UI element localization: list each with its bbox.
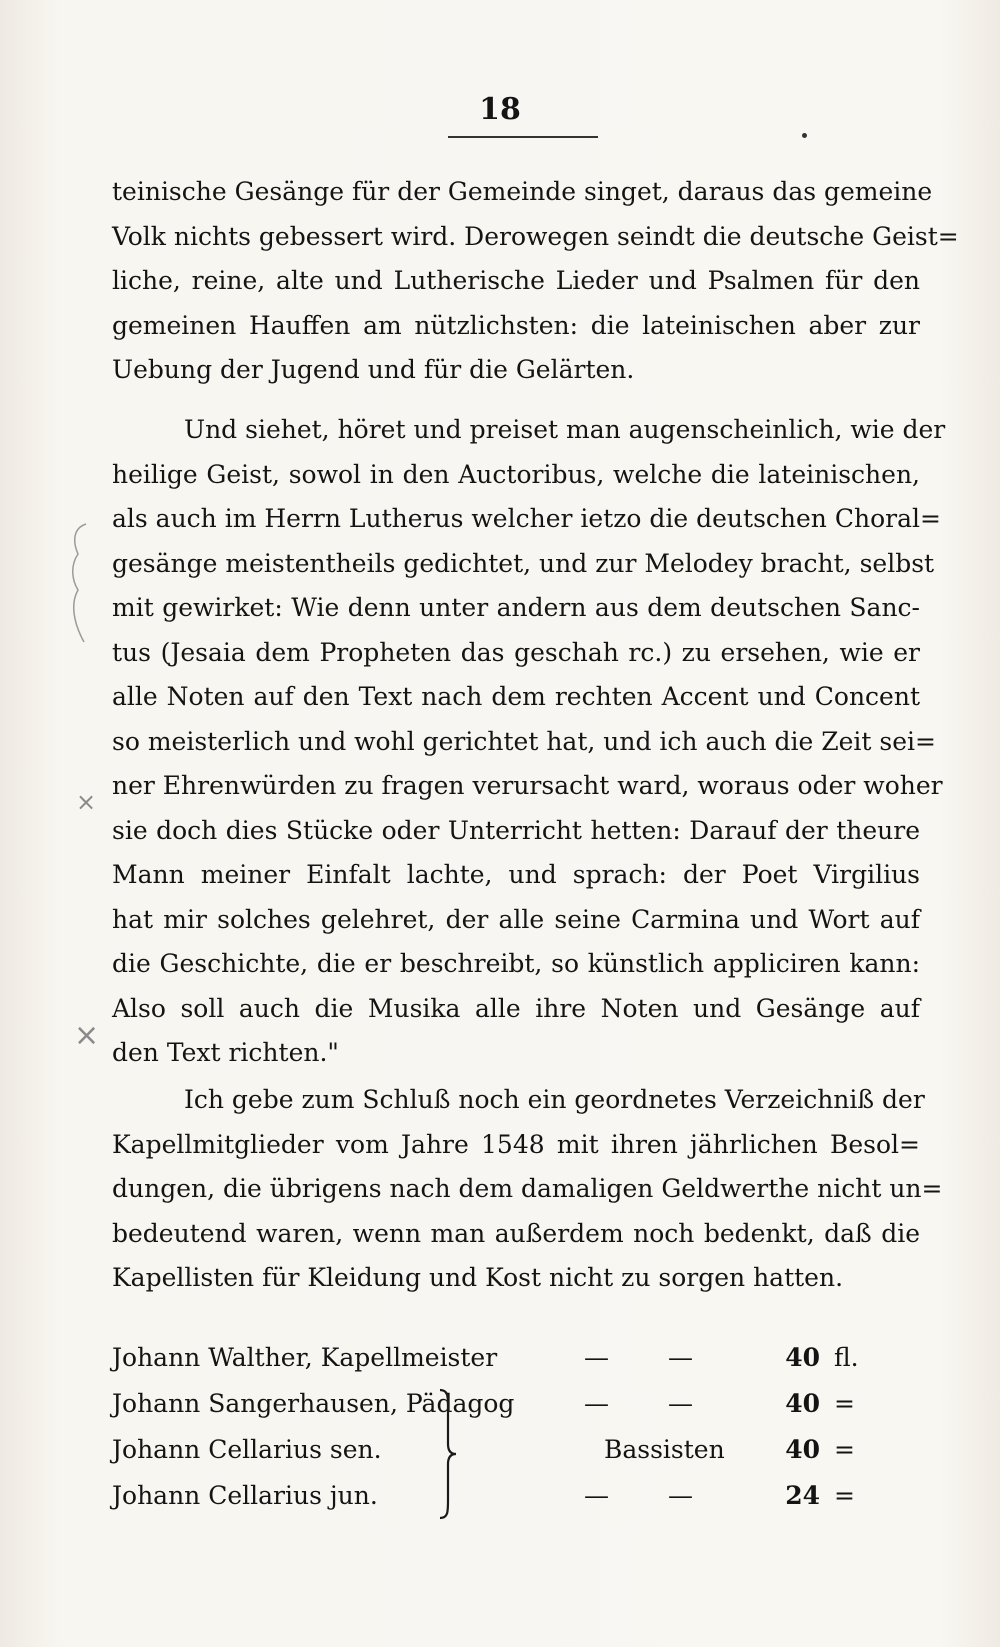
text-line: dungen, die übrigens nach dem damaligen Geldwerthe nicht un= — [112, 1174, 943, 1203]
text-line: Kapellmitglieder vom Jahre 1548 mit ihren jährlichen Besol= — [112, 1129, 920, 1159]
member-name: Johann Cellarius jun. — [112, 1481, 378, 1510]
dash: — — [584, 1389, 609, 1418]
text-line: liche, reine, alte und Lutherische Lieder und Psalmen für den — [112, 266, 920, 295]
currency-unit: = — [834, 1389, 855, 1418]
text-line: Und siehet, höret und preiset man augenscheinlich, wie der — [184, 415, 946, 444]
text-line: als auch im Herrn Lutherus welcher ietzo die deutschen Choral= — [112, 504, 941, 533]
dash: — — [668, 1343, 693, 1372]
header-rule — [448, 136, 598, 138]
margin-mark: × — [76, 788, 97, 816]
salary-roster — [112, 1335, 920, 1519]
paragraph-1 — [112, 170, 959, 393]
text-line: so meisterlich und wohl gerichtet hat, und ich auch die Zeit sei= — [112, 726, 936, 756]
text-line: Kapellisten für Kleidung und Kost nicht zu sorgen hatten. — [112, 1263, 844, 1292]
text-line: tus (Jesaia dem Propheten das geschah rc.) zu ersehen, wie er — [112, 637, 920, 667]
dash: — — [584, 1481, 609, 1510]
currency-unit: fl. — [834, 1343, 859, 1372]
text-line: Ich gebe zum Schluß noch ein geordnetes Verzeichniß der — [184, 1085, 925, 1114]
text-line: heilige Geist, sowol in den Auctoribus, welche die lateinischen, — [112, 459, 920, 489]
salary-amount: 40 — [785, 1343, 820, 1372]
roster-row — [112, 1473, 920, 1519]
salary-amount: 40 — [785, 1435, 820, 1464]
text-line: Volk nichts gebessert wird. Derowegen seindt die deutsche Geist= — [112, 221, 959, 251]
text-line: den Text richten." — [112, 1038, 339, 1067]
text-line: mit gewirket: Wie denn unter andern aus dem deutschen Sanc- — [112, 593, 920, 622]
text-line: teinische Gesänge für der Gemeinde singet, daraus das gemeine — [112, 177, 933, 206]
text-line: ner Ehrenwürden zu fragen verursacht ward, woraus oder woher — [112, 771, 943, 800]
text-line: sie doch dies Stücke oder Unterricht hetten: Darauf der theure — [112, 815, 920, 845]
text-line: gemeinen Hauffen am nützlichsten: die lateinischen aber zur — [112, 310, 920, 340]
margin-bracket-pencil — [64, 520, 94, 650]
ink-dot — [802, 133, 807, 138]
text-line: alle Noten auf den Text nach dem rechten Accent und Concent — [112, 682, 920, 711]
salary-amount: 40 — [785, 1389, 820, 1418]
paragraph-2 — [112, 408, 946, 1076]
text-line: hat mir solches gelehret, der alle seine Carmina und Wort auf — [112, 904, 920, 934]
currency-unit: = — [834, 1481, 855, 1510]
curly-brace — [436, 1388, 458, 1520]
text-line: Mann meiner Einfalt lachte, und sprach: der Poet Virgilius — [112, 860, 920, 889]
text-line: Uebung der Jugend und für die Gelärten. — [112, 355, 635, 384]
member-role: Bassisten — [604, 1435, 725, 1464]
roster-row — [112, 1381, 920, 1427]
dash: — — [668, 1389, 693, 1418]
roster-row — [112, 1335, 920, 1381]
member-name: Johann Cellarius sen. — [112, 1435, 382, 1464]
paragraph-3 — [112, 1078, 943, 1301]
salary-amount: 24 — [785, 1481, 820, 1510]
text-line: gesänge meistentheils gedichtet, und zur Melodey bracht, selbst — [112, 548, 935, 578]
margin-mark: × — [74, 1018, 100, 1053]
currency-unit: = — [834, 1435, 855, 1464]
member-name: Johann Sangerhausen, Pädagog — [112, 1389, 515, 1418]
member-name: Johann Walther, Kapellmeister — [112, 1343, 498, 1372]
roster-row — [112, 1427, 920, 1473]
dash: — — [668, 1481, 693, 1510]
page-number: 18 — [479, 92, 521, 127]
text-line: die Geschichte, die er beschreibt, so künstlich appliciren kann: — [112, 949, 920, 978]
text-line: bedeutend waren, wenn man außerdem noch bedenkt, daß die — [112, 1218, 920, 1248]
dash: — — [584, 1343, 609, 1372]
text-line: Also soll auch die Musika alle ihre Noten und Gesänge auf — [112, 993, 920, 1023]
